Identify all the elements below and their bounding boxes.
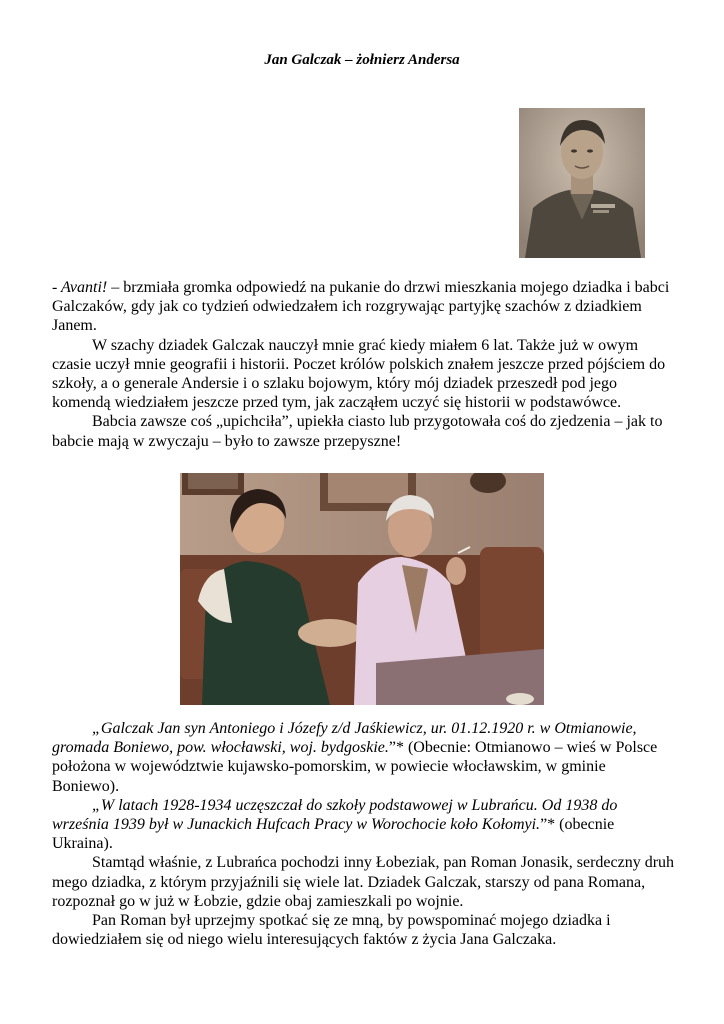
- avanti-exclamation: - Avanti!: [52, 279, 108, 296]
- quote-education-italic: „W latach 1928-1934 uczęszczał do szkoły podstawowej w Lubrańcu. Od 1938 do września 1939 był w Junackich Hufcach Pracy w Worochocie koło Kołomyi.: [52, 796, 618, 834]
- grandparents-photo: [180, 473, 544, 705]
- quote-birth-italic: „Galczak Jan syn Antoniego i Józefy z/d Jaśkiewicz, ur. 01.12.1920 r. w Otmianowie, gromada Boniewo, pow. włocławski, woj. bydgoskie.: [52, 720, 637, 757]
- document-title: Jan Galczak – żołnierz Andersa: [264, 52, 460, 68]
- paragraph-intro-text: – brzmiała gromka odpowiedź na pukanie do drzwi mieszkania mojego dziadka i babci Galczaków, gdy jak co tydzień odwiedzałem ich rozgrywając partyjkę szachów z dziadkiem Janem.: [52, 279, 670, 335]
- quote-birth-note: ”* (Obecnie: Otmianowo – wieś w Polsce położona w województwie kujawsko-pomorskim, w powiecie włocławskim, w gminie Boniewo).: [52, 739, 658, 795]
- paragraph-chess: W szachy dziadek Galczak nauczył mnie grać kiedy miałem 6 lat. Także już w owym czasie uczył mnie geografii i historii. Poczet królów polskich znałem jeszcze przed pójściem do szkoły, a o generale Andersie i o szlaku bojowym, który mój dziadek przeszedł pod jego komendą wiedziałem jeszcze przed tym, jak zacząłem uczyć się historii w podstawówce.: [52, 336, 666, 412]
- paragraph-meeting: Pan Roman był uprzejmy spotkać się ze mną, by powspominać mojego dziadka i dowiedziałem się od niego wielu interesujących faktów z życia Jana Galczaka.: [52, 912, 611, 949]
- quote-education-note: ”* (obecnie Ukraina).: [52, 816, 615, 853]
- paragraph-intro: [52, 278, 676, 336]
- paragraph-grandmother: Babcia zawsze coś „upichciła”, upiekła ciasto lub przygotowała coś do zjedzenia – jak to babcie mają w zwyczaju – było to zawsze przepyszne!: [52, 413, 663, 450]
- portrait-photo: [519, 108, 645, 258]
- quote-education-record: [52, 796, 676, 854]
- quote-birth-record: [52, 719, 676, 796]
- paragraph-roman-jonasik: Stamtąd właśnie, z Lubrańca pochodzi inny Łobeziak, pan Roman Jonasik, serdeczny druh mego dziadka, z którym przyjaźnili się wiele lat. Dziadek Galczak, starszy od pana Romana, rozpoznał go w już w Łobzie, gdzie obaj zamieszkali po wojnie.: [52, 854, 675, 910]
